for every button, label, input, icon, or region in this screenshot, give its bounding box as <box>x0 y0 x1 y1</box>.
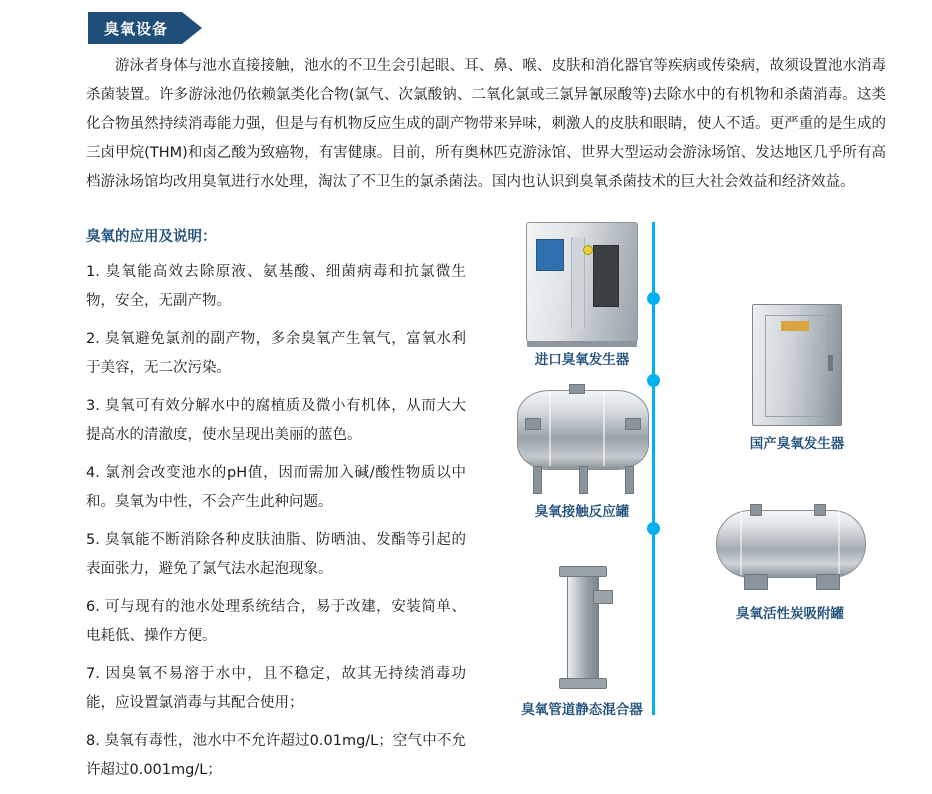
application-item: 5. 臭氧能不断消除各种皮肤油脂、防晒油、发酯等引起的表面张力，避免了氯气法水起泡现象。 <box>86 532 466 577</box>
application-item: 3. 臭氧可有效分解水中的腐植质及微小有机体，从而大大提高水的清澈度，使水呈现出美丽的蓝色。 <box>86 398 466 443</box>
applications-title: 臭氧的应用及说明： <box>86 229 217 245</box>
timeline-dot <box>647 522 660 535</box>
banner-title: 臭氧设备 <box>88 12 182 44</box>
carbon-adsorber-image <box>710 500 870 596</box>
tank-saddle <box>816 574 840 590</box>
banner-arrow-icon <box>182 12 202 44</box>
application-item: 6. 可与现有的池水处理系统结合，易于改建，安装简单、电耗低、操作方便。 <box>86 599 466 644</box>
door-handle <box>828 355 833 371</box>
figure-caption: 臭氧接触反应罐 <box>534 504 630 520</box>
tank-nozzle <box>814 504 826 516</box>
application-item: 4. 氯剂会改变池水的pH值，因而需加入碱/酸性物质以中和。臭氧为中性，不会产生此种问题。 <box>86 465 466 510</box>
intro-paragraph: 游泳者身体与池水直接接触，池水的不卫生会引起眼、耳、鼻、喉、皮肤和消化器官等疾病或传染病，故须设置池水消毒杀菌装置。许多游泳池仍依赖氯类化合物(氯气、次氯酸钠、二氧化氯或三氯异氰尿酸等)去除水中的有机物和杀菌消毒。这类化合物虽然持续消毒能力强，但是与有机物反应生成的副产物带来异味，刺激人的皮肤和眼睛，使人不适。更严重的是生成的三卤甲烷(THM)和卤乙酸为致癌物，有害健康。目前，所有奥林匹克游泳馆、世界大型运动会游泳场馆、发达地区几乎所有高档游泳场馆均改用臭氧进行水处理，淘汰了不卫生的氯杀菌法。国内也认识到臭氧杀菌技术的巨大社会效益和经济效益。 <box>86 58 886 190</box>
tank-manhole <box>569 384 585 394</box>
tank-port <box>625 418 641 430</box>
tank-leg <box>533 466 542 494</box>
tank-body <box>517 390 649 470</box>
tank-nozzle <box>750 504 762 516</box>
figure-carbon-adsorber <box>670 500 910 622</box>
mixer-flange <box>559 678 607 689</box>
figure-domestic-generator <box>692 304 902 452</box>
figure-contact-tank <box>482 390 682 520</box>
tank-leg <box>625 466 634 494</box>
display-panel-icon <box>593 245 619 307</box>
equipment-figures <box>470 222 932 718</box>
figure-caption: 臭氧活性炭吸附罐 <box>736 606 844 622</box>
section-banner <box>88 12 202 44</box>
tank-port <box>525 418 541 430</box>
timeline-dot <box>647 374 660 387</box>
application-item: 7. 因臭氧不易溶于水中，且不稳定，故其无持续消毒功能，应设置氯消毒与其配合使用； <box>86 666 466 711</box>
applications-section <box>86 225 466 794</box>
tank-head-seam <box>740 511 742 575</box>
application-item: 8. 臭氧有毒性，池水中不允许超过0.01mg/L；空气中不允许超过0.001mg/L； <box>86 733 466 778</box>
mixer-injection-port <box>593 590 613 604</box>
cabinet-base <box>527 341 637 347</box>
figure-imported-generator <box>492 222 672 368</box>
mixer-pipe <box>567 572 599 684</box>
tank-highlight <box>549 392 551 466</box>
figure-caption: 国产臭氧发生器 <box>749 436 845 452</box>
figure-caption: 进口臭氧发生器 <box>534 352 630 368</box>
indicator-light-icon <box>583 245 593 255</box>
application-item: 2. 臭氧避免氯剂的副产物，多余臭氧产生氧气，富氧水利于美容，无二次污染。 <box>86 331 466 376</box>
mixer-flange <box>559 566 607 577</box>
figure-static-mixer <box>502 560 662 718</box>
tank-saddle <box>744 574 768 590</box>
application-item: 1. 臭氧能高效去除原液、氨基酸、细菌病毒和抗氯微生物，安全，无副产物。 <box>86 264 466 309</box>
domestic-generator-image <box>752 304 842 426</box>
figure-caption: 臭氧管道静态混合器 <box>521 702 643 718</box>
imported-generator-image <box>526 222 638 342</box>
brand-label <box>781 321 809 331</box>
tank-body <box>716 510 866 578</box>
tank-highlight <box>603 392 605 466</box>
contact-tank-image <box>507 390 657 494</box>
tank-leg <box>579 466 588 494</box>
tank-head-seam <box>838 511 840 575</box>
static-mixer-image <box>551 560 613 692</box>
control-panel-icon <box>536 239 564 271</box>
